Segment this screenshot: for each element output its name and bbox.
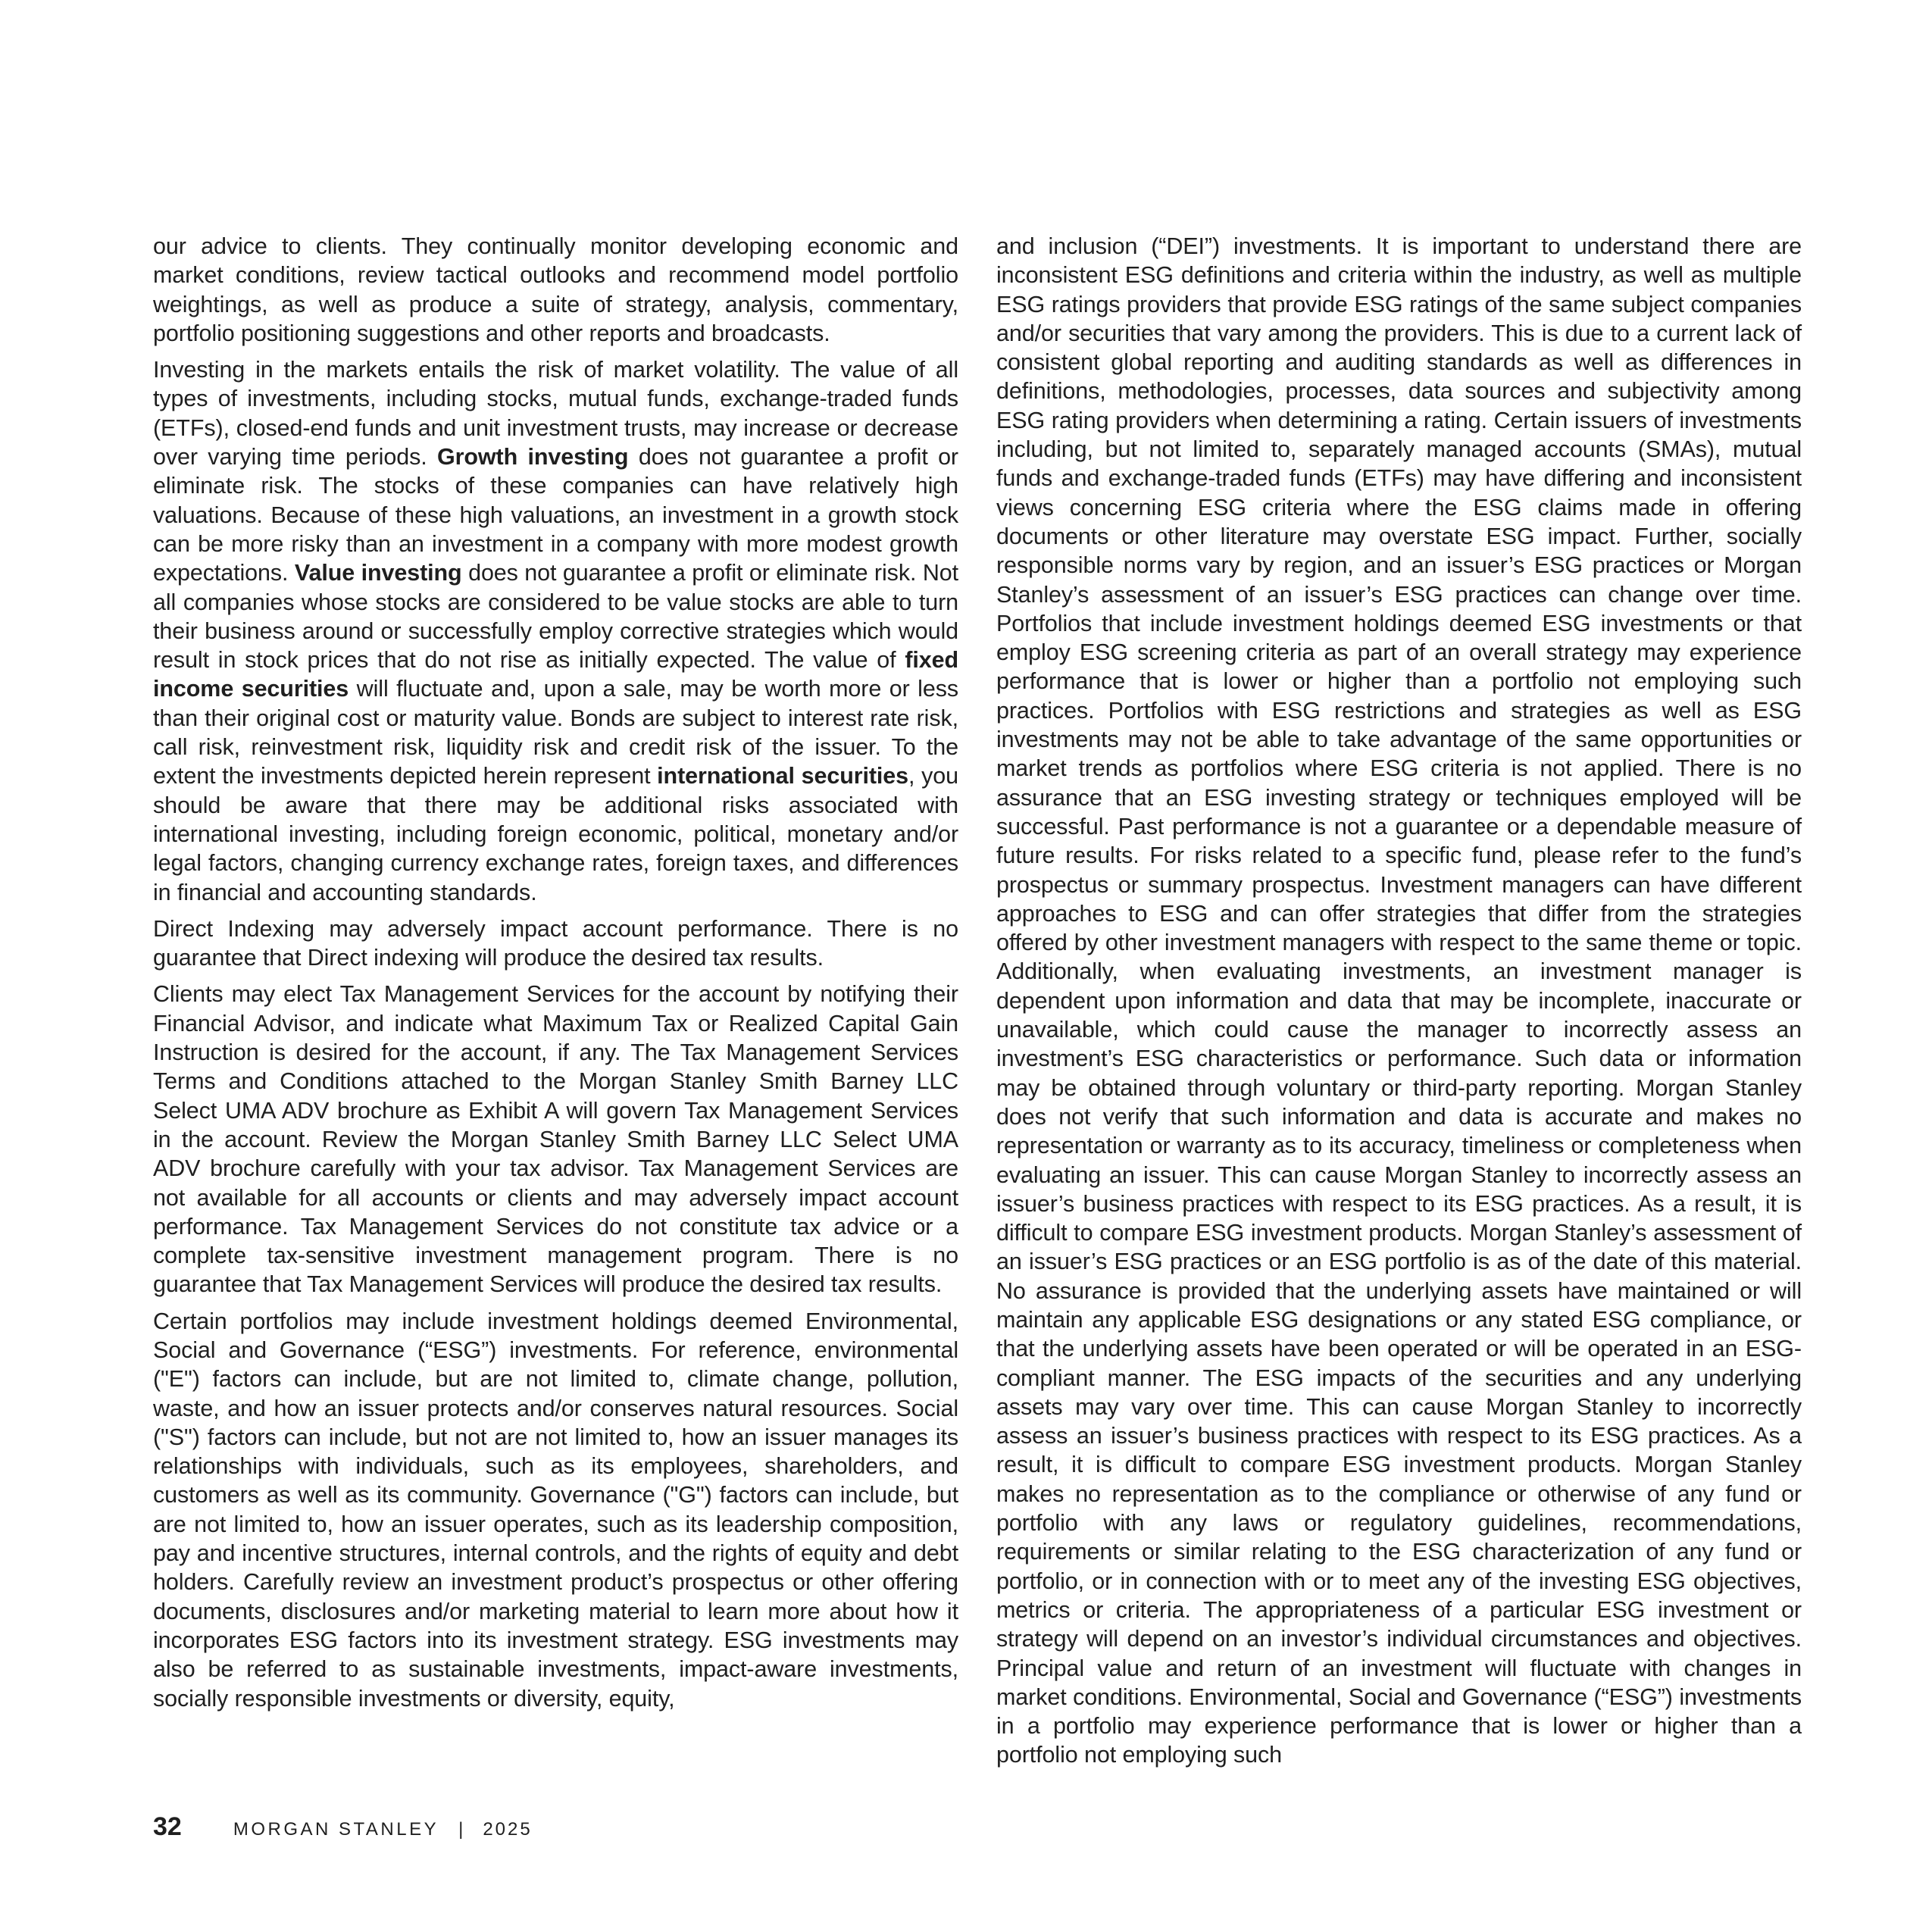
bold-term-value-investing: Value investing [294, 560, 462, 586]
bold-term-international-securities: international securities [657, 763, 909, 789]
text-segment: , you should be aware that there may be additional risks associated with international investing, including foreign economic, political, monetary and/or legal factors, changing currency exchange rates, foreign taxes, and differences in financial and accounting standards. [153, 763, 958, 905]
paragraph-esg-continued: and inclusion (“DEI”) investments. It is important to understand there are inconsistent ESG definitions and criteria within the industry, as well as multiple ESG ratings providers that provide ESG ratings of the same subject companies and/or securities that vary among the providers. This is due to a current lack of consistent global reporting and auditing standards as well as differences in definitions, methodologies, processes, data sources and subjectivity among ESG rating providers when determining a rating. Certain issuers of investments including, but not limited to, separately managed accounts (SMAs), mutual funds and exchange-traded funds (ETFs) may have differing and inconsistent views concerning ESG criteria where the ESG claims made in offering documents or other literature may overstate ESG impact. Further, socially responsible norms vary by region, and an issuer’s ESG practices or Morgan Stanley’s assessment of an issuer’s ESG practices can change over time. Portfolios that include investment holdings deemed ESG investments or that employ ESG screening criteria as part of an overall strategy may experience performance that is lower or higher than a portfolio not employing such practices. Portfolios with ESG restrictions and strategies as well as ESG investments may not be able to take advantage of the same opportunities or market trends as portfolios where ESG criteria is not applied. There is no assurance that an ESG investing strategy or techniques employed will be successful. Past performance is not a guarantee or a dependable measure of future results. For risks related to a specific fund, please refer to the fund’s prospectus or summary prospectus. Investment managers can have different approaches to ESG and can offer strategies that differ from the strategies offered by other investment managers with respect to the same theme or topic. Additionally, when evaluating investments, an investment manager is dependent upon information and data that may be incomplete, inaccurate or unavailable, which could cause the manager to incorrectly assess an investment’s ESG characteristics or performance. Such data or information may be obtained through voluntary or third-party reporting. Morgan Stanley does not verify that such information and data is accurate and makes no representation or warranty as to its accuracy, timeliness or completeness when evaluating an issuer. This can cause Morgan Stanley to incorrectly assess an issuer’s business practices with respect to its ESG practices. As a result, it is difficult to compare ESG investment products. Morgan Stanley’s assessment of an issuer’s ESG practices or an ESG portfolio is as of the date of this material. No assurance is provided that the underlying assets have maintained or will maintain any applicable ESG designations or any stated ESG compliance, or that the underlying assets have been operated or will be operated in an ESG-compliant manner. The ESG impacts of the securities and any underlying assets may vary over time. This can cause Morgan Stanley to incorrectly assess an issuer’s business practices with respect to its ESG practices. As a result, it is difficult to compare ESG investment products. Morgan Stanley makes no representation as to the compliance or otherwise of any fund or portfolio with any laws or regulatory guidelines, recommendations, requirements or similar relating to the ESG characterization of any fund or portfolio, or in connection with or to meet any of the investing ESG objectives, metrics or criteria. The appropriateness of a particular ESG investment or strategy will depend on an investor’s individual circumstances and objectives. Principal value and return of an investment will fluctuate with changes in market conditions. Environmental, Social and Governance (“ESG”) investments in a portfolio may experience performance that is lower or higher than a portfolio not employing such [996, 233, 1802, 1768]
text-segment: will fluctuate and, upon a sale, may be worth more or less than their original cost or maturity value. Bonds are subject to interest rate risk, call risk, reinvestment risk, liquidity risk and credit risk of the issuer. To the extent the investments depicted herein represent [153, 676, 959, 789]
paragraph-tax-management: Clients may elect Tax Management Services for the account by notifying their Financial Advisor, and indicate what Maximum Tax or Realized Capital Gain Instruction is desired for the account, if any. The Tax Management Services Terms and Conditions attached to the Morgan Stanley Smith Barney LLC Select UMA ADV brochure as Exhibit A will govern Tax Management Services in the account. Review the Morgan Stanley Smith Barney LLC Select UMA ADV brochure carefully with your tax advisor. Tax Management Services are not available for all accounts or clients and may adversely impact account performance. Tax Management Services do not constitute tax advice or a complete tax-sensitive investment management program. There is no guarantee that Tax Management Services will produce the desired tax results. [153, 981, 958, 1298]
text-segment: does not guarantee a profit or eliminate risk. Not all companies whose stocks are considered to be value stocks are able to turn their business around or successfully employ corrective strategies which would result in stock prices that do not rise as initially expected. The value of [153, 560, 958, 674]
footer-brand: MORGAN STANLEY [233, 1819, 439, 1840]
text-segment: does not guarantee a profit or eliminate risk. The stocks of these companies can have relatively high valuations. Because of these high valuations, an investment in a growth stock can be more risky than an investment in a company with more modest growth expectations. [153, 444, 958, 586]
paragraph-direct-indexing: Direct Indexing may adversely impact account performance. There is no guarantee that Direct indexing will produce the desired tax results. [153, 915, 958, 971]
bold-term-growth-investing: Growth investing [436, 444, 629, 470]
bold-term-fixed-income: fixed income securities [153, 647, 958, 702]
text-segment: Investing in the markets entails the risk of market volatility. The value of all types of investments, including stocks, mutual funds, exchange-traded funds (ETFs), closed-end funds and unit investment trusts, may increase or decrease over varying time periods. [153, 357, 958, 470]
page-footer [153, 1812, 533, 1846]
paragraph-esg-intro: Certain portfolios may include investment holdings deemed Environmental, Social and Governance (“ESG”) investments. For reference, environmental ("E") factors can include, but are not limited to, climate change, pollution, waste, and how an issuer protects and/or conserves natural resources. Social ("S") factors can include, but not are not limited to, how an issuer manages its relationships with individuals, such as its employees, shareholders, and customers as well as its community. Governance ("G") factors can include, but are not limited to, how an issuer operates, such as its leadership composition, pay and incentive structures, internal controls, and the rights of equity and debt holders. Carefully review an investment product’s prospectus or other offering documents, disclosures and/or marketing material to learn more about how it incorporates ESG factors into its investment strategy. ESG investments may also be referred to as sustainable investments, impact-aware investments, socially responsible investments or diversity, equity, [153, 1308, 958, 1712]
paragraph-advice-continued: our advice to clients. They continually monitor developing economic and market conditions, review tactical outlooks and recommend model portfolio weightings, as well as produce a suite of strategy, analysis, commentary, portfolio positioning suggestions and other reports and broadcasts. [153, 233, 958, 346]
page-number: 32 [153, 1812, 182, 1841]
left-text-column [153, 232, 958, 1721]
footer-year: 2025 [483, 1819, 533, 1840]
right-text-column [996, 232, 1802, 1777]
footer-separator: | [458, 1819, 464, 1840]
paragraph-market-risk [153, 355, 958, 907]
